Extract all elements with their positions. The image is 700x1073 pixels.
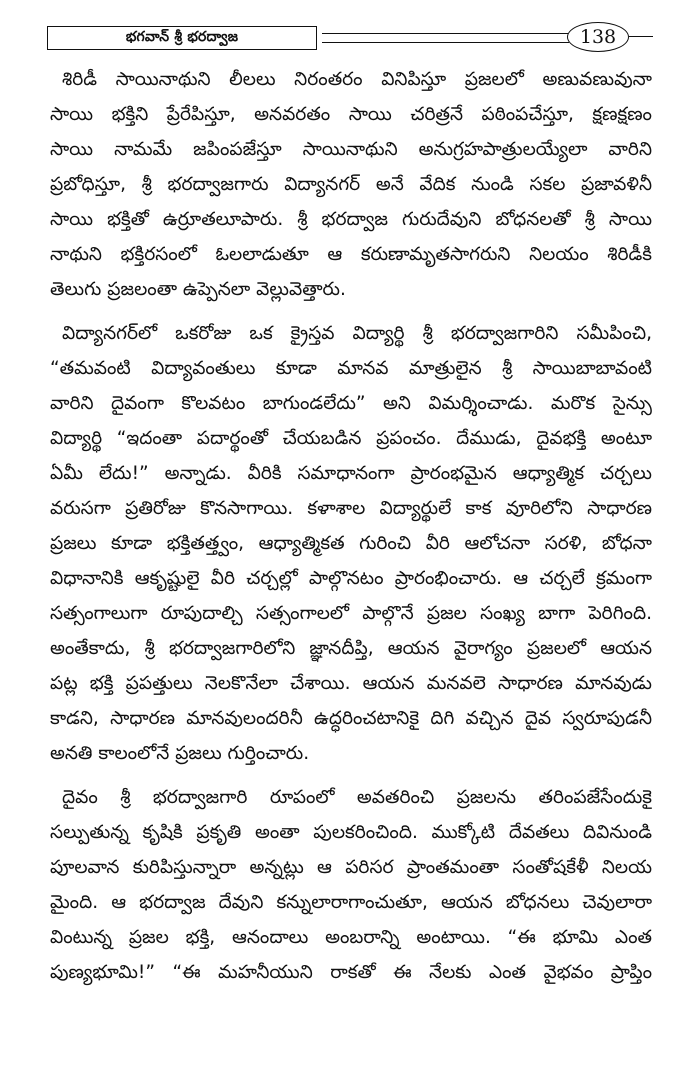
text-line: అంతేకాదు, శ్రీ భరద్వాజగారిలోని జ్ఞానదీప్తి, ఆయన వైరాగ్యం ప్రజలలో ఆయన — [50, 638, 652, 659]
text-line: సాయి భక్తితో ఉర్రూతలూపారు. శ్రీ భరద్వాజ గురుదేవుని బోధనలతో శ్రీ సాయి — [50, 209, 652, 230]
running-title: భగవాన్ శ్రీ భరద్వాజ — [125, 28, 239, 45]
text-line: వరుసగా ప్రతిరోజు కొనసాగాయి. కళాశాల విద్యార్థులే కాక వూరిలోని సాధారణ — [50, 498, 652, 519]
text-line: మైంది. ఆ భరద్వాజ దేవుని కన్నులారాగాంచుతూ, ఆయన బోధనలు చెవులారా — [50, 892, 652, 913]
text-line: దైవం శ్రీ భరద్వాజగారి రూపంలో అవతరించి ప్రజలను తరింపజేసేందుకై — [62, 787, 652, 808]
header-rule-top — [322, 33, 569, 34]
text-line: పుణ్యభూమి!” “ఈ మహనీయుని రాకతో ఈ నేలకు ఎంత వైభవం ప్రాప్తిం — [50, 962, 652, 983]
text-line: పట్ల భక్తి ప్రపత్తులు నెలకొనేలా చేశాయి. ఆయన మనవలె సాధారణ మానవుడు — [50, 673, 652, 694]
header-rule-bottom — [322, 42, 569, 43]
text-line: సల్పుతున్న కృషికి ప్రకృతి అంతా పులకరించింది. ముక్కోటి దేవతలు దివినుండి — [50, 822, 652, 843]
paragraph-3 — [50, 780, 652, 990]
text-line: సత్సంగాలుగా రూపుదాల్చి సత్సంగాలలో పాల్గొనే ప్రజల సంఖ్య బాగా పెరిగింది. — [50, 603, 652, 624]
page-number: 138 — [579, 25, 617, 48]
text-line: వారిని దైవంగా కొలవటం బాగుండలేదు” అని విమర్శించాడు. మరొక సైన్సు — [50, 393, 652, 414]
text-line: సాయి భక్తిని ప్రేరేపిస్తూ, అనవరతం సాయి చరిత్రనే పఠింపచేస్తూ, క్షణక్షణం — [50, 104, 652, 125]
text-line: సాయి నామమే జపింపజేస్తూ సాయినాథుని అనుగ్రహపాత్రులయ్యేలా వారిని — [50, 139, 652, 160]
text-line: తెలుగు ప్రజలంతా ఉప్పెనలా వెల్లువెత్తారు. — [50, 279, 346, 300]
text-line: నాథుని భక్తిరసంలో ఓలలాడుతూ ఆ కరుణామృతసాగరుని నిలయం శిరిడీకి — [50, 244, 652, 265]
page-body — [50, 62, 652, 999]
text-line: విధానానికి ఆకృష్టులై వీరి చర్చల్లో పాల్గొనటం ప్రారంభించారు. ఆ చర్చలే క్రమంగా — [50, 568, 652, 589]
text-line: శిరిడీ సాయినాథుని లీలలు నిరంతరం వినిపిస్తూ ప్రజలలో అణువణువునా — [62, 69, 652, 90]
running-title-box — [47, 26, 317, 50]
header-rule — [322, 30, 569, 46]
text-line: విద్యార్థి “ఇదంతా పదార్థంతో చేయబడిన ప్రపంచం. దేముడు, దైవభక్తి అంటూ — [50, 428, 652, 449]
paragraph-1 — [50, 62, 652, 307]
text-line: ప్రబోధిస్తూ, శ్రీ భరద్వాజగారు విద్యానగర్ అనే వేదిక నుండి సకల ప్రజావళినీ — [50, 174, 652, 195]
text-line: పూలవాన కురిపిస్తున్నారా అన్నట్లు ఆ పరిసర ప్రాంతమంతా సంతోషకేళీ నిలయ — [50, 857, 652, 878]
text-line: అనతి కాలంలోనే ప్రజలు గుర్తించారు. — [50, 743, 310, 764]
text-line: కాడని, సాధారణ మానవులందరినీ ఉద్ధరించటానికై దిగి వచ్చిన దైవ స్వరూపుడనీ — [50, 708, 652, 729]
page-number-oval — [567, 22, 629, 52]
paragraph-2 — [50, 316, 652, 771]
text-line: విద్యానగర్‌లో ఒకరోజు ఒక క్రైస్తవ విద్యార్థి శ్రీ భరద్వాజగారిని సమీపించి, — [62, 323, 652, 344]
text-line: ఏమీ లేదు!” అన్నాడు. వీరికి సమాధానంగా ప్రారంభమైన ఆధ్యాత్మిక చర్చలు — [50, 463, 652, 484]
text-line: ప్రజలు కూడా భక్తితత్త్వం, ఆధ్యాత్మికత గురించి వీరి ఆలోచనా సరళి, బోధనా — [50, 533, 652, 554]
header-rule-tail — [629, 36, 653, 37]
text-line: “తమవంటి విద్యావంతులు కూడా మానవ మాత్రులైన శ్రీ సాయిబాబావంటి — [50, 358, 652, 379]
page-header — [47, 22, 653, 56]
text-line: వింటున్న ప్రజల భక్తి, ఆనందాలు అంబరాన్ని అంటాయి. “ఈ భూమి ఎంత — [50, 927, 652, 948]
